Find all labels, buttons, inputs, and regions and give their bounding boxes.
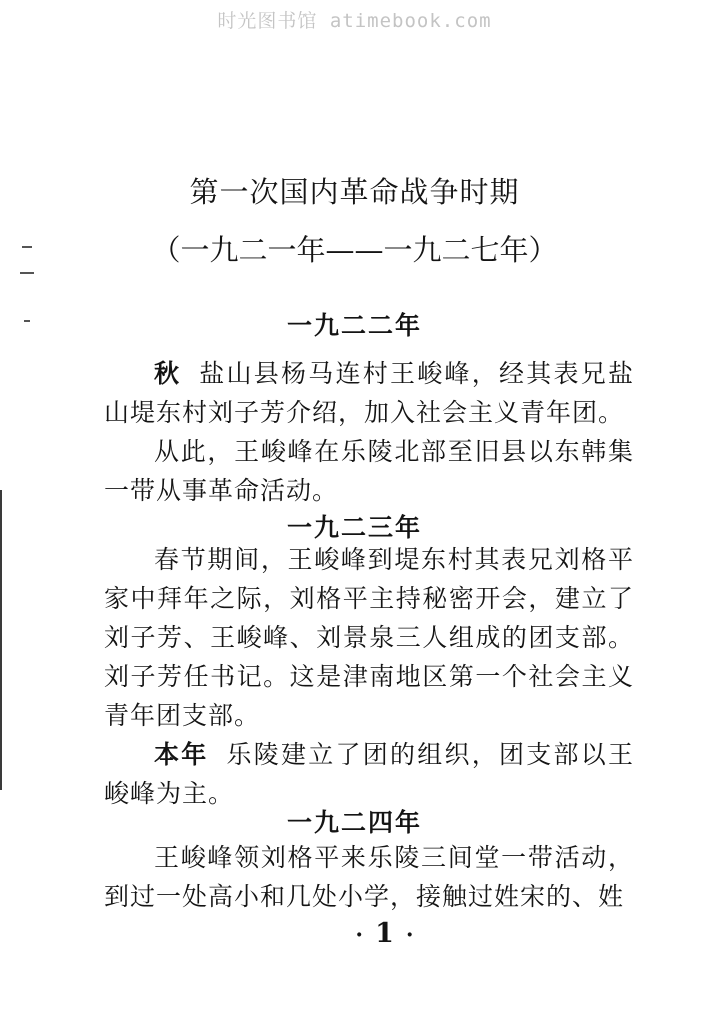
- paragraph: [104, 432, 634, 510]
- chapter-period: （一九二一年——一九二七年）: [151, 233, 558, 267]
- watermark: 时光图书馆 atimebook.com: [217, 10, 492, 32]
- paragraph: [104, 354, 634, 432]
- page-dot: ·: [405, 922, 414, 948]
- page-dot: ·: [355, 922, 364, 948]
- year-heading: 一九二三年: [286, 513, 422, 542]
- page-number-value: 1: [375, 918, 394, 949]
- paragraph: [104, 838, 634, 916]
- paragraph-text: 从此，王峻峰在乐陵北部至旧县以东韩集一带从事革命活动。: [104, 437, 634, 505]
- page-number: [0, 918, 709, 949]
- paragraph-lead: 本年: [154, 740, 209, 769]
- paragraph-text: 盐山县杨马连村王峻峰，经其表兄盐山堤东村刘子芳介绍，加入社会主义青年团。: [104, 359, 634, 427]
- paragraph: [104, 735, 634, 813]
- paragraph-text: 春节期间，王峻峰到堤东村其表兄刘格平家中拜年之际，刘格平主持秘密开会，建立了刘子芳、王峻峰、刘景泉三人组成的团支部。刘子芳任书记。这是津南地区第一个社会主义青年团支部。: [104, 545, 634, 730]
- paragraph-text: 乐陵建立了团的组织，团支部以王峻峰为主。: [104, 740, 634, 808]
- margin-mark: [20, 272, 34, 274]
- chapter-title: 第一次国内革命战争时期: [189, 175, 520, 209]
- paragraph: [104, 540, 634, 735]
- year-heading: 一九二四年: [286, 808, 422, 837]
- year-heading: 一九二二年: [286, 311, 422, 340]
- paragraph-lead: 秋: [154, 359, 182, 388]
- paragraph-text: 王峻峰领刘格平来乐陵三间堂一带活动，到过一处高小和几处小学，接触过姓宋的、姓: [104, 843, 634, 911]
